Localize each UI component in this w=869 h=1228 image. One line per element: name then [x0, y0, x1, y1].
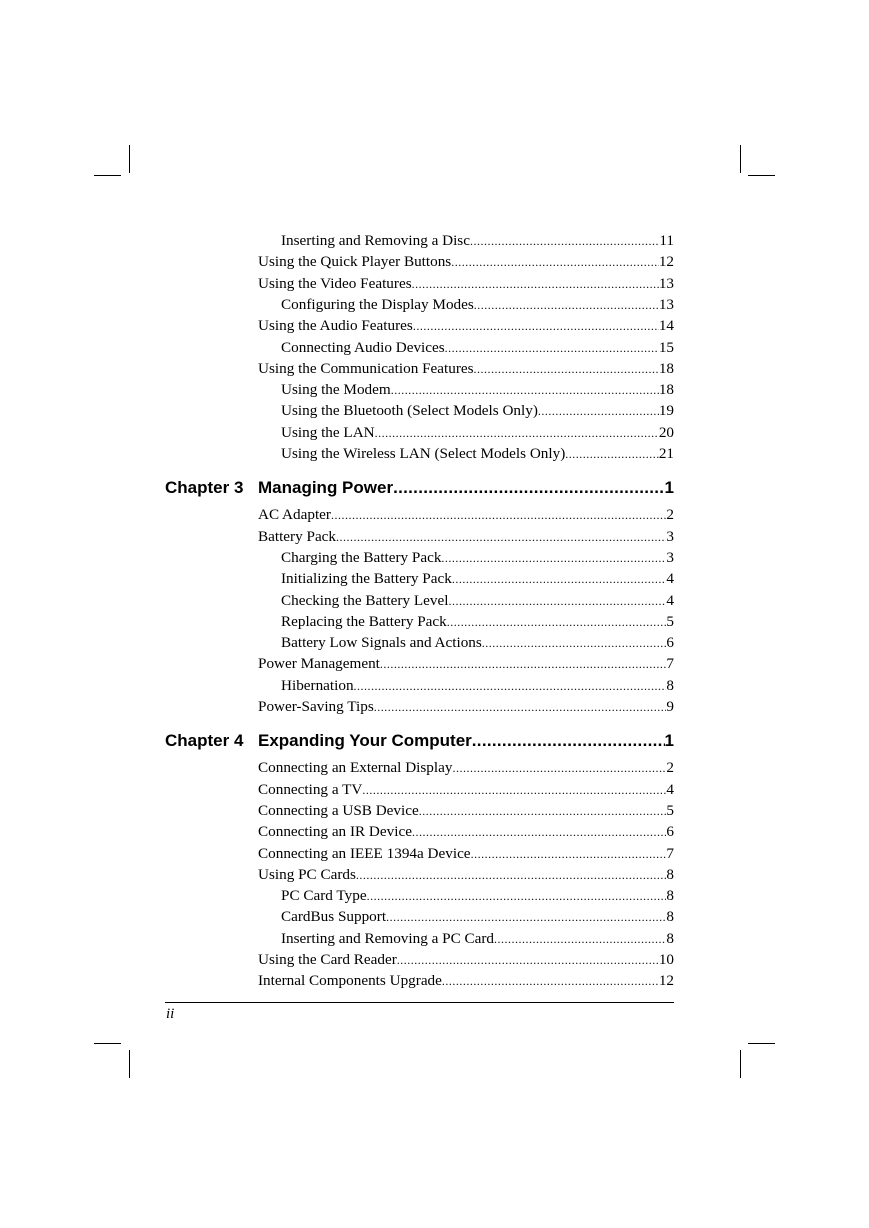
toc-entry[interactable]: [258, 316, 674, 336]
entry-page: 9: [666, 698, 674, 715]
entry-title: Power-Saving Tips: [258, 698, 374, 715]
dot-leader: [419, 801, 667, 821]
toc-entry[interactable]: [258, 274, 674, 294]
toc-entry[interactable]: [258, 950, 674, 970]
entry-page: 18: [658, 359, 674, 377]
dot-leader: [538, 401, 659, 421]
entry-page: 13: [658, 274, 674, 292]
entry-title: Checking the Battery Level: [281, 591, 449, 609]
dot-leader: [336, 527, 666, 547]
entry-title: Inserting and Removing a PC Card: [281, 929, 495, 947]
toc-subentry[interactable]: [281, 338, 674, 358]
dot-leader: [356, 865, 667, 885]
dot-leader: [386, 907, 666, 927]
entry-page: 18: [658, 381, 674, 399]
dot-leader: [441, 548, 666, 568]
toc-entry[interactable]: [258, 971, 674, 991]
dot-leader: [362, 780, 666, 800]
toc-subentry[interactable]: [281, 569, 674, 589]
dot-leader: [472, 729, 665, 753]
entry-page: 8: [666, 908, 674, 926]
toc-entry[interactable]: [258, 801, 674, 821]
entry-title: Connecting an External Display: [258, 759, 453, 777]
toc-entry[interactable]: [258, 527, 674, 547]
entry-title: Internal Components Upgrade: [258, 972, 442, 990]
dot-leader: [474, 359, 659, 379]
chapter-number: Chapter 4: [165, 731, 244, 751]
entry-page: 4: [666, 570, 674, 588]
dot-leader: [412, 822, 666, 842]
dot-leader: [375, 423, 659, 443]
dot-leader: [331, 505, 666, 525]
dot-leader: [354, 676, 667, 696]
entry-page: 21: [658, 445, 674, 462]
toc-entry[interactable]: [258, 780, 674, 800]
entry-page: 10: [658, 951, 674, 968]
entry-page: 3: [666, 527, 674, 545]
entry-title: Using the Wireless LAN (Select Models Only): [281, 445, 566, 462]
entry-title: CardBus Support: [281, 908, 387, 926]
toc-subentry[interactable]: [281, 929, 674, 949]
dot-leader: [367, 886, 667, 906]
dot-leader: [482, 633, 667, 653]
entry-page: 8: [666, 887, 674, 905]
entry-title: PC Card Type: [281, 887, 367, 905]
toc-subentry[interactable]: [281, 380, 674, 400]
dot-leader: [447, 612, 667, 632]
dot-leader: [494, 929, 666, 949]
toc-subentry[interactable]: [281, 633, 674, 653]
entry-title: Charging the Battery Pack: [281, 548, 442, 566]
dot-leader: [393, 476, 664, 500]
dot-leader: [413, 316, 659, 336]
entry-page: 20: [658, 423, 674, 441]
toc-subentry[interactable]: [281, 612, 674, 632]
dot-leader: [565, 444, 659, 464]
dot-leader: [474, 295, 659, 315]
entry-page: 8: [666, 676, 674, 694]
entry-page: 3: [666, 548, 674, 566]
toc-subentry[interactable]: [281, 423, 674, 443]
chapter-title: Expanding Your Computer: [258, 731, 472, 751]
dot-leader: [445, 338, 659, 358]
chapter-page: 1: [664, 731, 674, 751]
dot-leader: [397, 950, 659, 970]
entry-title: Connecting an IR Device: [258, 823, 412, 841]
entry-title: Connecting an IEEE 1394a Device: [258, 844, 471, 862]
entry-title: Using the Bluetooth (Select Models Only): [281, 402, 538, 420]
entry-title: Connecting a TV: [258, 780, 363, 798]
toc-subentry[interactable]: [281, 444, 674, 464]
toc-subentry[interactable]: [281, 231, 674, 251]
entry-page: 15: [658, 338, 674, 356]
dot-leader: [380, 654, 667, 674]
toc-subentry[interactable]: [281, 295, 674, 315]
toc-entry[interactable]: [258, 844, 674, 864]
entry-title: Using the Audio Features: [258, 317, 413, 335]
toc-entry[interactable]: [258, 865, 674, 885]
toc-subentry[interactable]: [281, 401, 674, 421]
entry-title: Using the Card Reader: [258, 951, 397, 968]
toc-entry[interactable]: [258, 822, 674, 842]
toc-entry[interactable]: [258, 505, 674, 525]
entry-title: Battery Pack: [258, 527, 337, 545]
entry-title: Battery Low Signals and Actions: [281, 634, 482, 652]
chapter-page: 1: [664, 478, 674, 498]
dot-leader: [448, 591, 666, 611]
entry-page: 12: [658, 253, 674, 271]
entry-page: 4: [666, 780, 674, 798]
dot-leader: [374, 697, 667, 717]
entry-title: Using the Quick Player Buttons: [258, 253, 452, 271]
entry-title: Using the Communication Features: [258, 359, 474, 377]
footer-rule: [165, 1002, 674, 1003]
entry-title: Initializing the Battery Pack: [281, 570, 452, 588]
entry-page: 4: [666, 591, 674, 609]
entry-title: Replacing the Battery Pack: [281, 612, 447, 630]
entry-title: Connecting a USB Device: [258, 801, 419, 819]
dot-leader: [470, 231, 659, 251]
toc-subentry[interactable]: [281, 676, 674, 696]
entry-title: Using the Video Features: [258, 274, 412, 292]
entry-page: 7: [666, 844, 674, 862]
entry-page: 5: [666, 612, 674, 630]
toc-entry[interactable]: [258, 697, 674, 717]
toc-entry[interactable]: [258, 359, 674, 379]
dot-leader: [452, 569, 667, 589]
entry-title: Inserting and Removing a Disc: [281, 232, 470, 249]
chapter-heading[interactable]: [165, 476, 674, 500]
entry-page: 2: [666, 506, 674, 524]
toc-subentry[interactable]: [281, 591, 674, 611]
dot-leader: [391, 380, 659, 400]
entry-page: 14: [658, 317, 674, 335]
entry-page: 8: [666, 865, 674, 883]
toc-entry[interactable]: [258, 252, 674, 272]
toc-entry[interactable]: [258, 654, 674, 674]
toc-subentry[interactable]: [281, 886, 674, 906]
dot-leader: [471, 844, 667, 864]
chapter-title: Managing Power: [258, 478, 394, 498]
entry-title: Using PC Cards: [258, 865, 356, 883]
dot-leader: [452, 758, 666, 778]
entry-page: 6: [666, 823, 674, 841]
toc-subentry[interactable]: [281, 548, 674, 568]
entry-page: 6: [666, 634, 674, 652]
entry-page: 11: [659, 232, 674, 249]
entry-page: 8: [666, 929, 674, 947]
dot-leader: [451, 252, 659, 272]
page-number: ii: [166, 1006, 175, 1022]
toc-entry[interactable]: [258, 758, 674, 778]
entry-title: Power Management: [258, 655, 380, 673]
entry-title: Connecting Audio Devices: [281, 338, 445, 356]
dot-leader: [412, 274, 659, 294]
entry-title: AC Adapter: [258, 506, 331, 524]
entry-title: Configuring the Display Modes: [281, 295, 474, 313]
entry-page: 19: [658, 402, 674, 420]
entry-page: 12: [658, 972, 674, 990]
entry-title: Using the LAN: [281, 423, 375, 441]
toc-subentry[interactable]: [281, 907, 674, 927]
entry-page: 7: [666, 655, 674, 673]
dot-leader: [442, 971, 659, 991]
entry-title: Hibernation: [281, 676, 354, 694]
entry-title: Using the Modem: [281, 381, 391, 399]
chapter-heading[interactable]: [165, 729, 674, 753]
entry-page: 5: [666, 801, 674, 819]
entry-page: 13: [658, 295, 674, 313]
entry-page: 2: [666, 759, 674, 777]
chapter-number: Chapter 3: [165, 478, 244, 498]
